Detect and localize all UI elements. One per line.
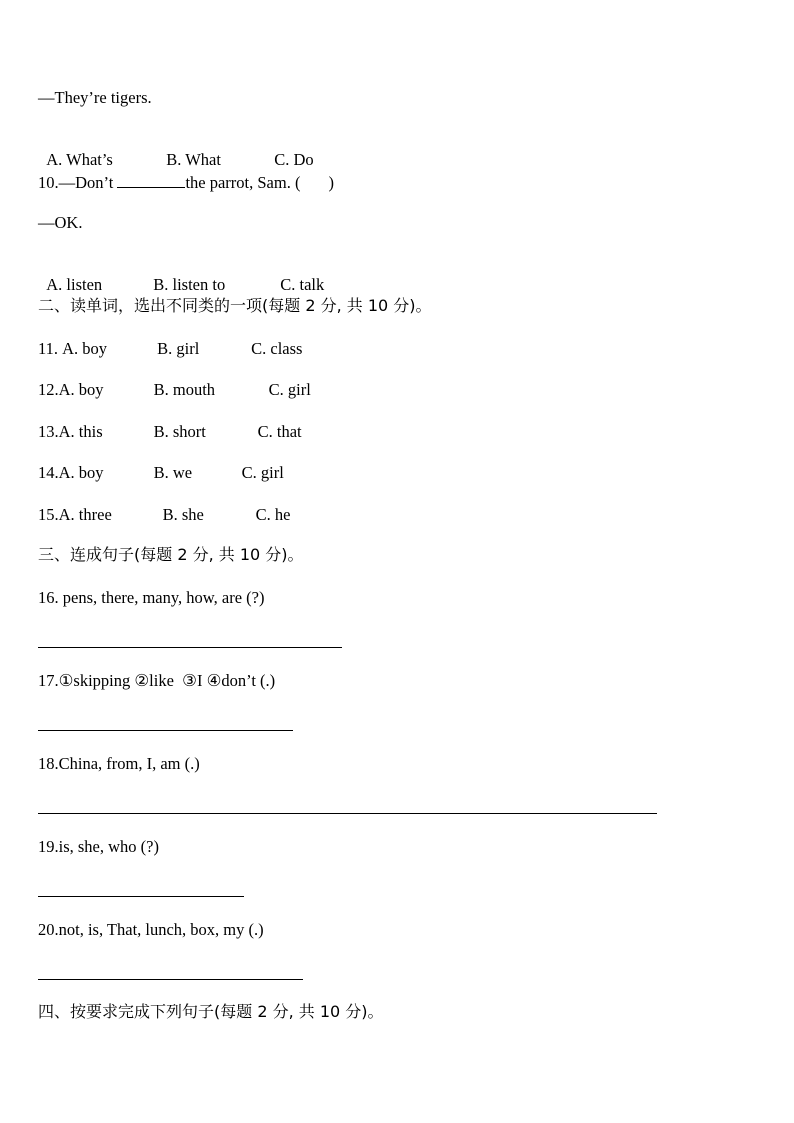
q12-row xyxy=(38,380,311,400)
q10-options xyxy=(38,255,324,295)
q15-option-c: C. he xyxy=(255,505,291,524)
q15-number: 15. xyxy=(38,505,59,524)
q10-inline-blank xyxy=(117,172,185,188)
q14-number: 14. xyxy=(38,463,59,482)
q15-option-b: B. she xyxy=(162,505,204,524)
q20-answer-line[interactable] xyxy=(38,979,303,980)
q17-answer-line[interactable] xyxy=(38,730,293,731)
q9-option-c: C. Do xyxy=(274,150,314,169)
q13-number: 13. xyxy=(38,422,59,441)
q12-number: 12. xyxy=(38,380,59,399)
q9-option-a: A. What’s xyxy=(46,150,113,169)
q14-option-b: B. we xyxy=(153,463,193,482)
q10-option-a: A. listen xyxy=(46,275,103,294)
q15-row xyxy=(38,505,290,525)
q12-option-a: A. boy xyxy=(58,380,104,399)
section4-heading: 四、按要求完成下列句子(每题 2 分, 共 10 分)。 xyxy=(38,1002,384,1021)
q14-row xyxy=(38,463,284,483)
q10-stem-before: 10.—Don’t xyxy=(38,173,118,192)
q13-option-c: C. that xyxy=(257,422,302,441)
q20-text: 20.not, is, That, lunch, box, my (.) xyxy=(38,920,264,939)
q12-option-c: C. girl xyxy=(268,380,311,399)
q14-option-a: A. boy xyxy=(58,463,104,482)
q16-answer-line[interactable] xyxy=(38,647,342,648)
q9-options xyxy=(38,130,314,170)
q10-option-c: C. talk xyxy=(280,275,325,294)
section2-heading: 二、读单词，选出不同类的一项(每题 2 分, 共 10 分)。 xyxy=(38,296,432,315)
q11-number: 11. xyxy=(38,339,63,358)
q10-response: —OK. xyxy=(38,213,83,232)
q11-row xyxy=(38,339,302,359)
q11-option-b: B. girl xyxy=(157,339,200,358)
q10-option-b: B. listen to xyxy=(153,275,226,294)
q11-option-a: A. boy xyxy=(62,339,108,358)
q13-row xyxy=(38,422,302,442)
q14-option-c: C. girl xyxy=(241,463,284,482)
q18-text: 18.China, from, I, am (.) xyxy=(38,754,200,773)
q10-stem-close: ) xyxy=(328,173,334,192)
q12-option-b: B. mouth xyxy=(153,380,216,399)
q19-answer-line[interactable] xyxy=(38,896,244,897)
q10-stem xyxy=(38,172,334,193)
q15-option-a: A. three xyxy=(58,505,112,524)
q13-option-a: A. this xyxy=(58,422,103,441)
q18-answer-line[interactable] xyxy=(38,813,657,814)
q11-option-c: C. class xyxy=(251,339,303,358)
q10-stem-after: the parrot, Sam. ( xyxy=(185,173,301,192)
section3-heading: 三、连成句子(每题 2 分, 共 10 分)。 xyxy=(38,545,304,564)
q16-text: 16. pens, there, many, how, are (?) xyxy=(38,588,265,607)
q9-option-b: B. What xyxy=(166,150,221,169)
q13-option-b: B. short xyxy=(153,422,206,441)
q19-text: 19.is, she, who (?) xyxy=(38,837,159,856)
q17-text: 17.①skipping ②like ③I ④don’t (.) xyxy=(38,671,276,690)
q9-answer-line: —They’re tigers. xyxy=(38,88,152,107)
